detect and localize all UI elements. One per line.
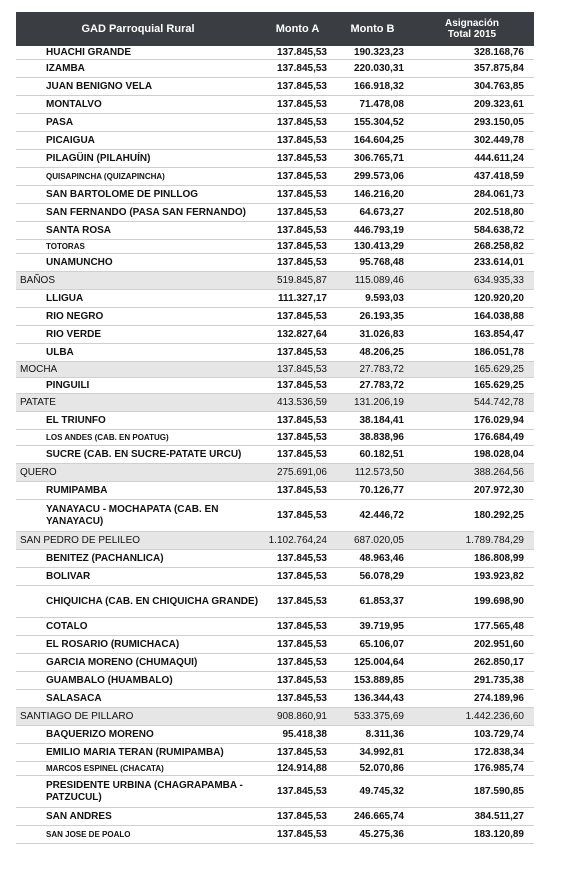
- canton-row: [16, 532, 534, 550]
- cell-monto-a: 137.845,53: [276, 571, 327, 582]
- cell-total: 180.292,25: [473, 510, 524, 521]
- cell-name: MARCOS ESPINEL (CHACATA): [46, 763, 164, 773]
- cell-name: QUISAPINCHA (QUIZAPINCHA): [46, 171, 165, 181]
- table-row: [16, 726, 534, 744]
- cell-monto-a: 137.845,53: [276, 415, 327, 426]
- canton-row: [16, 464, 534, 482]
- cell-name: COTALO: [46, 620, 88, 632]
- cell-monto-b: 136.344,43: [353, 693, 404, 704]
- cell-name: GARCIA MORENO (CHUMAQUI): [46, 656, 198, 668]
- table-row: [16, 826, 534, 844]
- cell-monto-a: 137.845,53: [276, 380, 327, 391]
- cell-name: RIO NEGRO: [46, 310, 104, 322]
- cell-total: 207.972,30: [473, 485, 524, 496]
- header-total-line1: Asignación: [445, 18, 499, 29]
- cell-name: PRESIDENTE URBINA (CHAGRAPAMBA - PATZUCUL): [46, 779, 243, 803]
- cell-monto-b: 687.020,05: [353, 535, 404, 546]
- cell-monto-a: 137.845,53: [276, 449, 327, 460]
- cell-total: 165.629,25: [473, 364, 524, 375]
- cell-monto-b: 130.413,29: [353, 241, 404, 252]
- cell-monto-b: 306.765,71: [353, 153, 404, 164]
- table-row: [16, 150, 534, 168]
- cell-monto-a: 137.845,53: [276, 364, 327, 375]
- allocation-table: [16, 12, 534, 844]
- cell-name: PINGUILI: [46, 379, 90, 391]
- cell-monto-a: 519.845,87: [276, 275, 327, 286]
- cell-total: 209.323,61: [473, 99, 524, 110]
- cell-monto-b: 45.275,36: [359, 829, 404, 840]
- cell-total: 268.258,82: [473, 241, 524, 252]
- table-row: [16, 46, 534, 60]
- cell-name: JUAN BENIGNO VELA: [46, 80, 153, 92]
- table-row: [16, 808, 534, 826]
- cell-monto-a: 137.845,53: [276, 63, 327, 74]
- cell-name: CHIQUICHA (CAB. EN CHIQUICHA GRANDE): [46, 595, 259, 607]
- cell-monto-a: 137.845,53: [276, 432, 327, 443]
- table-row: [16, 290, 534, 308]
- cell-monto-b: 8.311,36: [365, 729, 404, 740]
- cell-total: 437.418,59: [473, 171, 524, 182]
- cell-monto-a: 137.845,53: [276, 257, 327, 268]
- table-row: [16, 168, 534, 186]
- cell-name: PILAGÜIN (PILAHUÍN): [46, 152, 151, 164]
- cell-total: 202.518,80: [473, 207, 524, 218]
- cell-monto-b: 26.193,35: [359, 311, 404, 322]
- cell-monto-a: 137.845,53: [276, 829, 327, 840]
- cell-monto-b: 70.126,77: [359, 485, 404, 496]
- cell-total: 187.590,85: [473, 786, 524, 797]
- cell-monto-a: 137.845,53: [276, 117, 327, 128]
- table-row: [16, 550, 534, 568]
- cell-name: SUCRE (CAB. EN SUCRE-PATATE URCU): [46, 448, 242, 460]
- cell-total: 176.029,94: [473, 415, 524, 426]
- cell-total: 444.611,24: [474, 153, 524, 164]
- cell-name: IZAMBA: [46, 62, 85, 74]
- table-row: [16, 654, 534, 672]
- table-row: [16, 636, 534, 654]
- cell-monto-b: 61.853,37: [359, 596, 404, 607]
- cell-monto-b: 34.992,81: [359, 747, 404, 758]
- table-row: [16, 240, 534, 254]
- cell-total: 120.920,20: [473, 293, 524, 304]
- cell-total: 584.638,72: [473, 225, 524, 236]
- cell-name: SAN FERNANDO (PASA SAN FERNANDO): [46, 206, 246, 218]
- cell-name: TOTORAS: [46, 241, 85, 251]
- cell-total: 183.120,89: [473, 829, 524, 840]
- table-row: [16, 60, 534, 78]
- cell-name: QUERO: [20, 466, 57, 478]
- cell-name: SANTA ROSA: [46, 224, 111, 236]
- cell-monto-b: 38.184,41: [359, 415, 404, 426]
- cell-name: PATATE: [20, 396, 56, 408]
- cell-monto-b: 39.719,95: [359, 621, 404, 632]
- cell-monto-b: 125.004,64: [353, 657, 404, 668]
- cell-monto-a: 124.914,88: [276, 763, 327, 774]
- table-row: [16, 78, 534, 96]
- cell-monto-b: 533.375,69: [353, 711, 404, 722]
- header-monto-a: Monto A: [275, 23, 320, 35]
- table-row: [16, 308, 534, 326]
- cell-name: BAQUERIZO MORENO: [46, 728, 154, 740]
- cell-monto-a: 132.827,64: [276, 329, 327, 340]
- cell-total: 103.729,74: [473, 729, 524, 740]
- cell-name: RUMIPAMBA: [46, 484, 108, 496]
- cell-total: 176.985,74: [473, 763, 524, 774]
- cell-monto-a: 275.691,06: [276, 467, 327, 478]
- cell-total: 172.838,34: [473, 747, 524, 758]
- cell-monto-b: 64.673,27: [359, 207, 404, 218]
- cell-total: 163.854,47: [473, 329, 524, 340]
- canton-row: [16, 272, 534, 290]
- cell-monto-a: 137.845,53: [276, 596, 327, 607]
- cell-total: 165.629,25: [473, 380, 524, 391]
- cell-total: 186.808,99: [473, 553, 524, 564]
- cell-name: SALASACA: [46, 692, 102, 704]
- cell-name: MOCHA: [20, 363, 58, 375]
- cell-monto-b: 27.783,72: [359, 364, 404, 375]
- cell-name: BAÑOS: [20, 274, 56, 286]
- table-row: [16, 204, 534, 222]
- cell-name: GUAMBALO (HUAMBALO): [46, 674, 173, 686]
- table-row: [16, 254, 534, 272]
- cell-total: 233.614,01: [473, 257, 524, 268]
- cell-monto-a: 137.845,53: [276, 153, 327, 164]
- cell-total: 284.061,73: [473, 189, 524, 200]
- cell-name: HUACHI GRANDE: [46, 46, 131, 58]
- cell-total: 274.189,96: [473, 693, 524, 704]
- header-gad-name: GAD Parroquial Rural: [81, 23, 195, 35]
- cell-monto-b: 60.182,51: [359, 449, 404, 460]
- cell-monto-b: 71.478,08: [359, 99, 404, 110]
- cell-monto-b: 65.106,07: [359, 639, 404, 650]
- cell-monto-a: 137.845,53: [276, 241, 327, 252]
- cell-monto-b: 49.745,32: [359, 786, 404, 797]
- cell-name: EL TRIUNFO: [46, 414, 106, 426]
- cell-name: PICAIGUA: [46, 134, 95, 146]
- cell-monto-a: 137.845,53: [276, 747, 327, 758]
- table-row: [16, 744, 534, 762]
- cell-name: BOLIVAR: [46, 570, 91, 582]
- table-row: [16, 96, 534, 114]
- table-row: [16, 378, 534, 394]
- header-monto-b: Monto B: [350, 23, 395, 35]
- cell-total: 199.698,90: [473, 596, 524, 607]
- cell-total: 293.150,05: [473, 117, 524, 128]
- cell-monto-a: 137.845,53: [276, 207, 327, 218]
- cell-monto-a: 137.845,53: [276, 347, 327, 358]
- cell-monto-a: 137.845,53: [276, 225, 327, 236]
- cell-total: 176.684,49: [473, 432, 524, 443]
- cell-monto-b: 48.963,46: [359, 553, 404, 564]
- cell-monto-a: 137.845,53: [276, 47, 327, 58]
- cell-name: SAN PEDRO DE PELILEO: [20, 534, 141, 546]
- cell-total: 304.763,85: [473, 81, 524, 92]
- table-row: [16, 500, 534, 532]
- table-row: [16, 776, 534, 808]
- cell-total: 544.742,78: [473, 397, 524, 408]
- cell-monto-a: 137.845,53: [276, 675, 327, 686]
- cell-monto-a: 137.845,53: [276, 811, 327, 822]
- cell-monto-b: 246.665,74: [353, 811, 404, 822]
- table-row: [16, 132, 534, 150]
- cell-total: 328.168,76: [473, 47, 524, 58]
- cell-total: 193.923,82: [473, 571, 524, 582]
- cell-total: 1.789.784,29: [465, 535, 524, 546]
- cell-total: 357.875,84: [473, 63, 524, 74]
- table-row: [16, 412, 534, 430]
- cell-monto-b: 48.206,25: [359, 347, 404, 358]
- cell-monto-b: 190.323,23: [353, 47, 404, 58]
- cell-monto-b: 131.206,19: [353, 397, 404, 408]
- cell-monto-a: 908.860,91: [276, 711, 327, 722]
- cell-monto-a: 137.845,53: [276, 639, 327, 650]
- cell-name: EMILIO MARIA TERAN (RUMIPAMBA): [46, 746, 224, 758]
- cell-monto-a: 137.845,53: [276, 485, 327, 496]
- cell-total: 198.028,04: [473, 449, 524, 460]
- table-row: [16, 222, 534, 240]
- table-row: [16, 446, 534, 464]
- cell-total: 388.264,56: [473, 467, 524, 478]
- cell-monto-b: 153.889,85: [353, 675, 404, 686]
- cell-name: EL ROSARIO (RUMICHACA): [46, 638, 180, 650]
- table-row: [16, 186, 534, 204]
- cell-monto-a: 137.845,53: [276, 311, 327, 322]
- table-row: [16, 326, 534, 344]
- cell-monto-b: 31.026,83: [359, 329, 404, 340]
- header-total-line2: Total 2015: [447, 29, 497, 40]
- cell-monto-b: 42.446,72: [359, 510, 404, 521]
- cell-name: UNAMUNCHO: [46, 256, 113, 268]
- cell-name: SAN BARTOLOME DE PINLLOG: [46, 188, 199, 200]
- cell-monto-b: 115.089,46: [354, 275, 404, 286]
- table-row: [16, 482, 534, 500]
- cell-monto-a: 137.845,53: [276, 81, 327, 92]
- cell-name: ULBA: [46, 346, 74, 358]
- cell-monto-a: 137.845,53: [276, 621, 327, 632]
- table-body: [16, 46, 534, 844]
- cell-total: 634.935,33: [473, 275, 524, 286]
- cell-total: 186.051,78: [473, 347, 524, 358]
- cell-name: MONTALVO: [46, 98, 102, 110]
- cell-name: SAN JOSE DE POALO: [46, 829, 131, 839]
- table-row: [16, 762, 534, 776]
- cell-total: 262.850,17: [473, 657, 524, 668]
- cell-name: LOS ANDES (CAB. EN POATUG): [46, 432, 169, 442]
- cell-name: PASA: [46, 116, 74, 128]
- cell-monto-b: 146.216,20: [353, 189, 404, 200]
- cell-total: 177.565,48: [473, 621, 524, 632]
- cell-name: BENITEZ (PACHANLICA): [46, 552, 164, 564]
- cell-monto-a: 137.845,53: [276, 693, 327, 704]
- cell-monto-a: 137.845,53: [276, 171, 327, 182]
- cell-monto-b: 27.783,72: [359, 380, 404, 391]
- cell-total: 302.449,78: [473, 135, 524, 146]
- table-row: [16, 344, 534, 362]
- cell-monto-a: 137.845,53: [276, 99, 327, 110]
- table-row: [16, 618, 534, 636]
- cell-monto-b: 9.593,03: [365, 293, 404, 304]
- canton-row: [16, 394, 534, 412]
- cell-monto-b: 220.030,31: [353, 63, 404, 74]
- cell-name: SANTIAGO DE PILLARO: [20, 710, 134, 722]
- cell-monto-b: 166.918,32: [353, 81, 404, 92]
- table-row: [16, 430, 534, 446]
- cell-monto-b: 95.768,48: [359, 257, 404, 268]
- cell-monto-a: 137.845,53: [276, 135, 327, 146]
- cell-monto-a: 137.845,53: [276, 553, 327, 564]
- cell-total: 291.735,38: [473, 675, 524, 686]
- cell-monto-b: 56.078,29: [359, 571, 404, 582]
- cell-monto-b: 112.573,50: [354, 467, 404, 478]
- cell-monto-b: 164.604,25: [353, 135, 404, 146]
- cell-monto-b: 38.838,96: [359, 432, 404, 443]
- cell-monto-a: 111.327,17: [278, 293, 327, 304]
- cell-monto-a: 137.845,53: [276, 189, 327, 200]
- table-header: [16, 12, 534, 46]
- cell-monto-b: 52.070,86: [359, 763, 404, 774]
- cell-monto-a: 137.845,53: [276, 786, 327, 797]
- cell-monto-b: 299.573,06: [353, 171, 404, 182]
- cell-monto-b: 446.793,19: [353, 225, 404, 236]
- cell-monto-a: 413.536,59: [276, 397, 327, 408]
- table-row: [16, 586, 534, 618]
- cell-total: 164.038,88: [473, 311, 524, 322]
- cell-monto-a: 95.418,38: [282, 729, 327, 740]
- cell-total: 1.442.236,60: [465, 711, 524, 722]
- table-row: [16, 568, 534, 586]
- cell-total: 202.951,60: [473, 639, 524, 650]
- cell-monto-b: 155.304,52: [353, 117, 404, 128]
- cell-name: YANAYACU - MOCHAPATA (CAB. EN YANAYACU): [46, 503, 219, 527]
- cell-name: SAN ANDRES: [46, 810, 112, 822]
- cell-total: 384.511,27: [474, 811, 524, 822]
- cell-name: RIO VERDE: [46, 328, 102, 340]
- table-row: [16, 672, 534, 690]
- canton-row: [16, 362, 534, 378]
- cell-name: LLIGUA: [46, 292, 84, 304]
- cell-monto-a: 137.845,53: [276, 510, 327, 521]
- cell-monto-a: 1.102.764,24: [268, 535, 327, 546]
- header-total: [410, 18, 534, 40]
- table-row: [16, 690, 534, 708]
- table-row: [16, 114, 534, 132]
- cell-monto-a: 137.845,53: [276, 657, 327, 668]
- canton-row: [16, 708, 534, 726]
